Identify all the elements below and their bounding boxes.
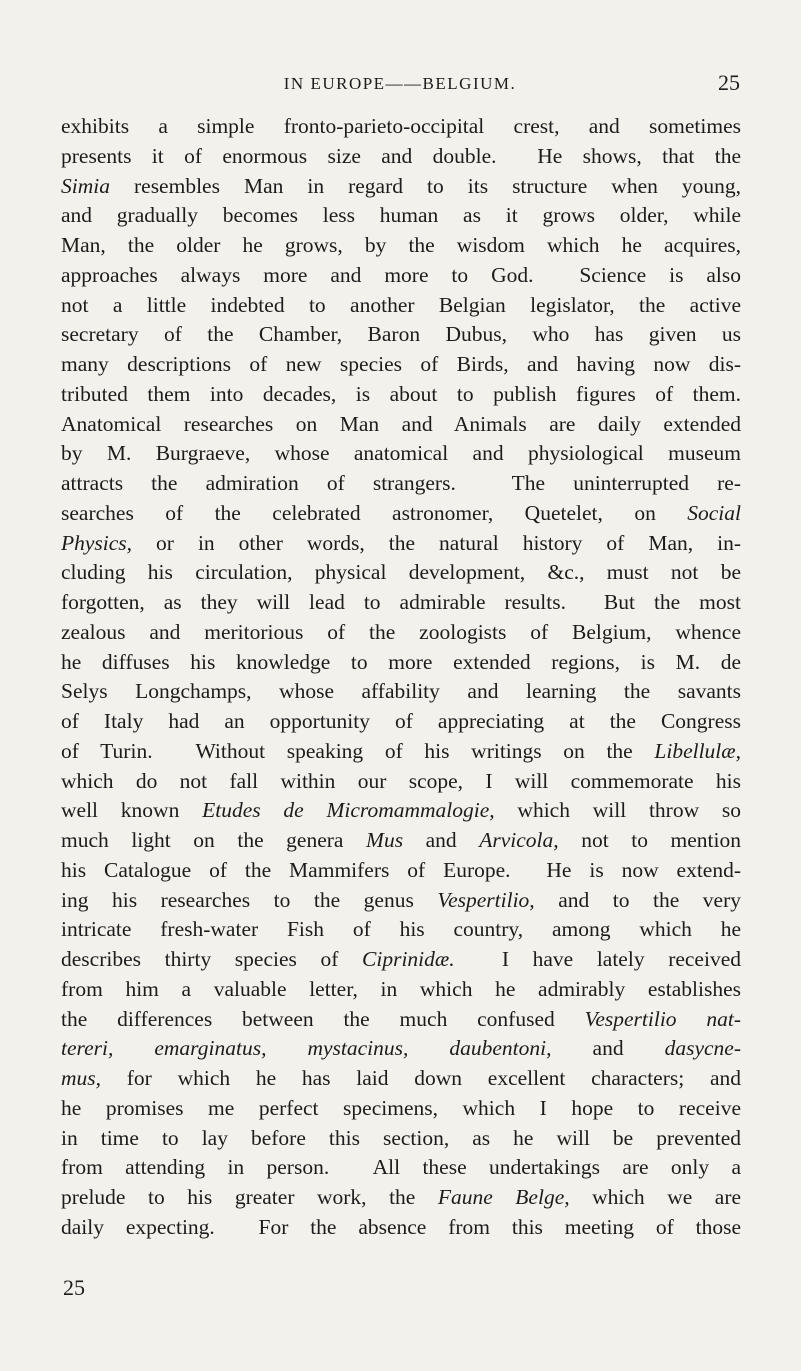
running-head	[60, 70, 740, 104]
text-run: in time to lay before this section, as he will be prevented	[61, 1125, 741, 1150]
body-text	[61, 112, 741, 1243]
text-run: for which he has laid down excellent characters; and	[101, 1066, 741, 1090]
text-line	[61, 1005, 741, 1035]
italic-text-run: Physics,	[61, 530, 133, 555]
text-line	[61, 707, 741, 737]
text-line	[61, 886, 741, 916]
text-run: daily expecting. For the absence from this meeting of those	[61, 1214, 741, 1239]
italic-text-run: Vespertilio,	[437, 887, 535, 912]
text-run: ing his researches to the genus	[61, 887, 438, 912]
text-line	[61, 350, 741, 380]
text-run: presents it of enormous size and double. He shows, that the	[61, 143, 741, 168]
italic-text-run: mus,	[61, 1066, 102, 1090]
text-run: and to the very	[534, 887, 741, 912]
text-run: many descriptions of new species of Birds, and having now dis-	[61, 352, 741, 376]
text-run: which do not fall within our scope, I will commemorate his	[61, 768, 741, 793]
text-run: exhibits a simple fronto-parieto-occipital crest, and sometimes	[61, 114, 741, 138]
italic-text-run: Arvicola,	[479, 828, 559, 852]
text-run: he promises me perfect specimens, which I hope to receive	[61, 1095, 741, 1120]
text-run: attracts the admiration of strangers. The uninterrupted re-	[61, 471, 741, 495]
text-line	[61, 439, 741, 469]
text-line	[61, 172, 741, 202]
text-run: he diffuses his knowledge to more extended regions, is M. de	[61, 649, 741, 674]
text-line	[61, 261, 741, 291]
text-run: and gradually becomes less human as it grows older, while	[61, 203, 741, 228]
text-run: cluding his circulation, physical development, &c., must not be	[61, 560, 741, 585]
text-line	[61, 112, 741, 142]
italic-text-run: dasycne-	[664, 1036, 741, 1061]
text-line	[61, 588, 741, 618]
text-run: by M. Burgraeve, whose anatomical and physiological museum	[61, 441, 741, 466]
text-line	[61, 558, 741, 588]
text-run: zealous and meritorious of the zoologists of Belgium, whence	[61, 619, 741, 644]
running-title: IN EUROPE——BELGIUM.	[283, 74, 517, 93]
text-line	[61, 231, 741, 261]
text-line	[61, 945, 741, 975]
text-line	[61, 915, 741, 945]
text-line	[61, 291, 741, 321]
text-run: searches of the celebrated astronomer, Quetelet, on	[61, 500, 688, 525]
text-run: forgotten, as they will lead to admirable results. But the most	[61, 590, 741, 614]
italic-text-run: Libellulæ,	[654, 738, 741, 763]
italic-text-run: Social	[687, 500, 741, 525]
italic-text-run: Mus	[366, 828, 404, 852]
text-line	[61, 975, 741, 1005]
text-run: Selys Longchamps, whose affability and learning the savants	[61, 679, 741, 704]
text-run: well known	[61, 798, 203, 823]
text-line	[61, 1153, 741, 1183]
text-line	[61, 529, 741, 559]
text-line	[61, 1034, 741, 1064]
text-run: resembles Man in regard to its structure when young,	[109, 173, 741, 198]
text-run: from attending in person. All these undertakings are only a	[61, 1155, 741, 1180]
text-run: Anatomical researches on Man and Animals are daily extended	[61, 411, 741, 436]
text-run: much light on the genera	[61, 828, 367, 852]
text-run: and	[403, 828, 480, 852]
text-line	[61, 618, 741, 648]
text-line	[61, 856, 741, 886]
text-run: his Catalogue of the Mammifers of Europe. He is now extend-	[61, 857, 741, 882]
text-run: not a little indebted to another Belgian legislator, the active	[61, 292, 741, 317]
text-run: from him a valuable letter, in which he admirably establishes	[61, 976, 741, 1001]
text-line	[61, 320, 741, 350]
text-line	[61, 1183, 741, 1213]
italic-text-run: tereri, emarginatus, mystacinus, daubentoni,	[61, 1036, 552, 1061]
text-line	[61, 826, 741, 856]
text-run: prelude to his greater work, the	[61, 1185, 438, 1209]
italic-text-run: Etudes de Micromammalogie,	[202, 798, 495, 823]
text-line	[61, 1213, 741, 1243]
text-run: and	[551, 1036, 665, 1061]
italic-text-run: Vespertilio nat-	[584, 1006, 741, 1031]
text-line	[61, 1094, 741, 1124]
text-line	[61, 1064, 741, 1094]
text-line	[61, 410, 741, 440]
text-run: I have lately received	[454, 947, 741, 971]
text-line	[61, 142, 741, 172]
text-run: approaches always more and more to God. Science is also	[61, 262, 741, 287]
page-number: 25	[718, 70, 740, 95]
text-run: of Italy had an opportunity of appreciating at the Congress	[61, 709, 741, 733]
signature-mark: 25	[63, 1275, 85, 1300]
text-run: tributed them into decades, is about to publish figures of them.	[61, 381, 741, 406]
text-line	[61, 796, 741, 826]
text-line	[61, 767, 741, 797]
text-run: not to mention	[558, 828, 741, 852]
text-line	[61, 380, 741, 410]
text-line	[61, 201, 741, 231]
text-line	[61, 469, 741, 499]
text-run: of Turin. Without speaking of his writings on the	[61, 738, 655, 763]
text-run: describes thirty species of	[61, 947, 363, 971]
text-line	[61, 648, 741, 678]
text-line	[61, 737, 741, 767]
text-run: the differences between the much confused	[61, 1006, 585, 1031]
text-run: secretary of the Chamber, Baron Dubus, who has given us	[61, 322, 741, 347]
italic-text-run: Faune Belge,	[437, 1185, 570, 1209]
text-run: which we are	[569, 1185, 741, 1209]
italic-text-run: Ciprinidæ.	[362, 947, 455, 971]
text-run: intricate fresh-water Fish of his country, among which he	[61, 917, 741, 942]
text-run: or in other words, the natural history of Man, in-	[132, 530, 741, 555]
italic-text-run: Simia	[61, 173, 110, 198]
text-line	[61, 1124, 741, 1154]
text-line	[61, 499, 741, 529]
text-run: Man, the older he grows, by the wisdom which he acquires,	[61, 233, 741, 257]
text-line	[61, 677, 741, 707]
text-run: which will throw so	[494, 798, 741, 823]
